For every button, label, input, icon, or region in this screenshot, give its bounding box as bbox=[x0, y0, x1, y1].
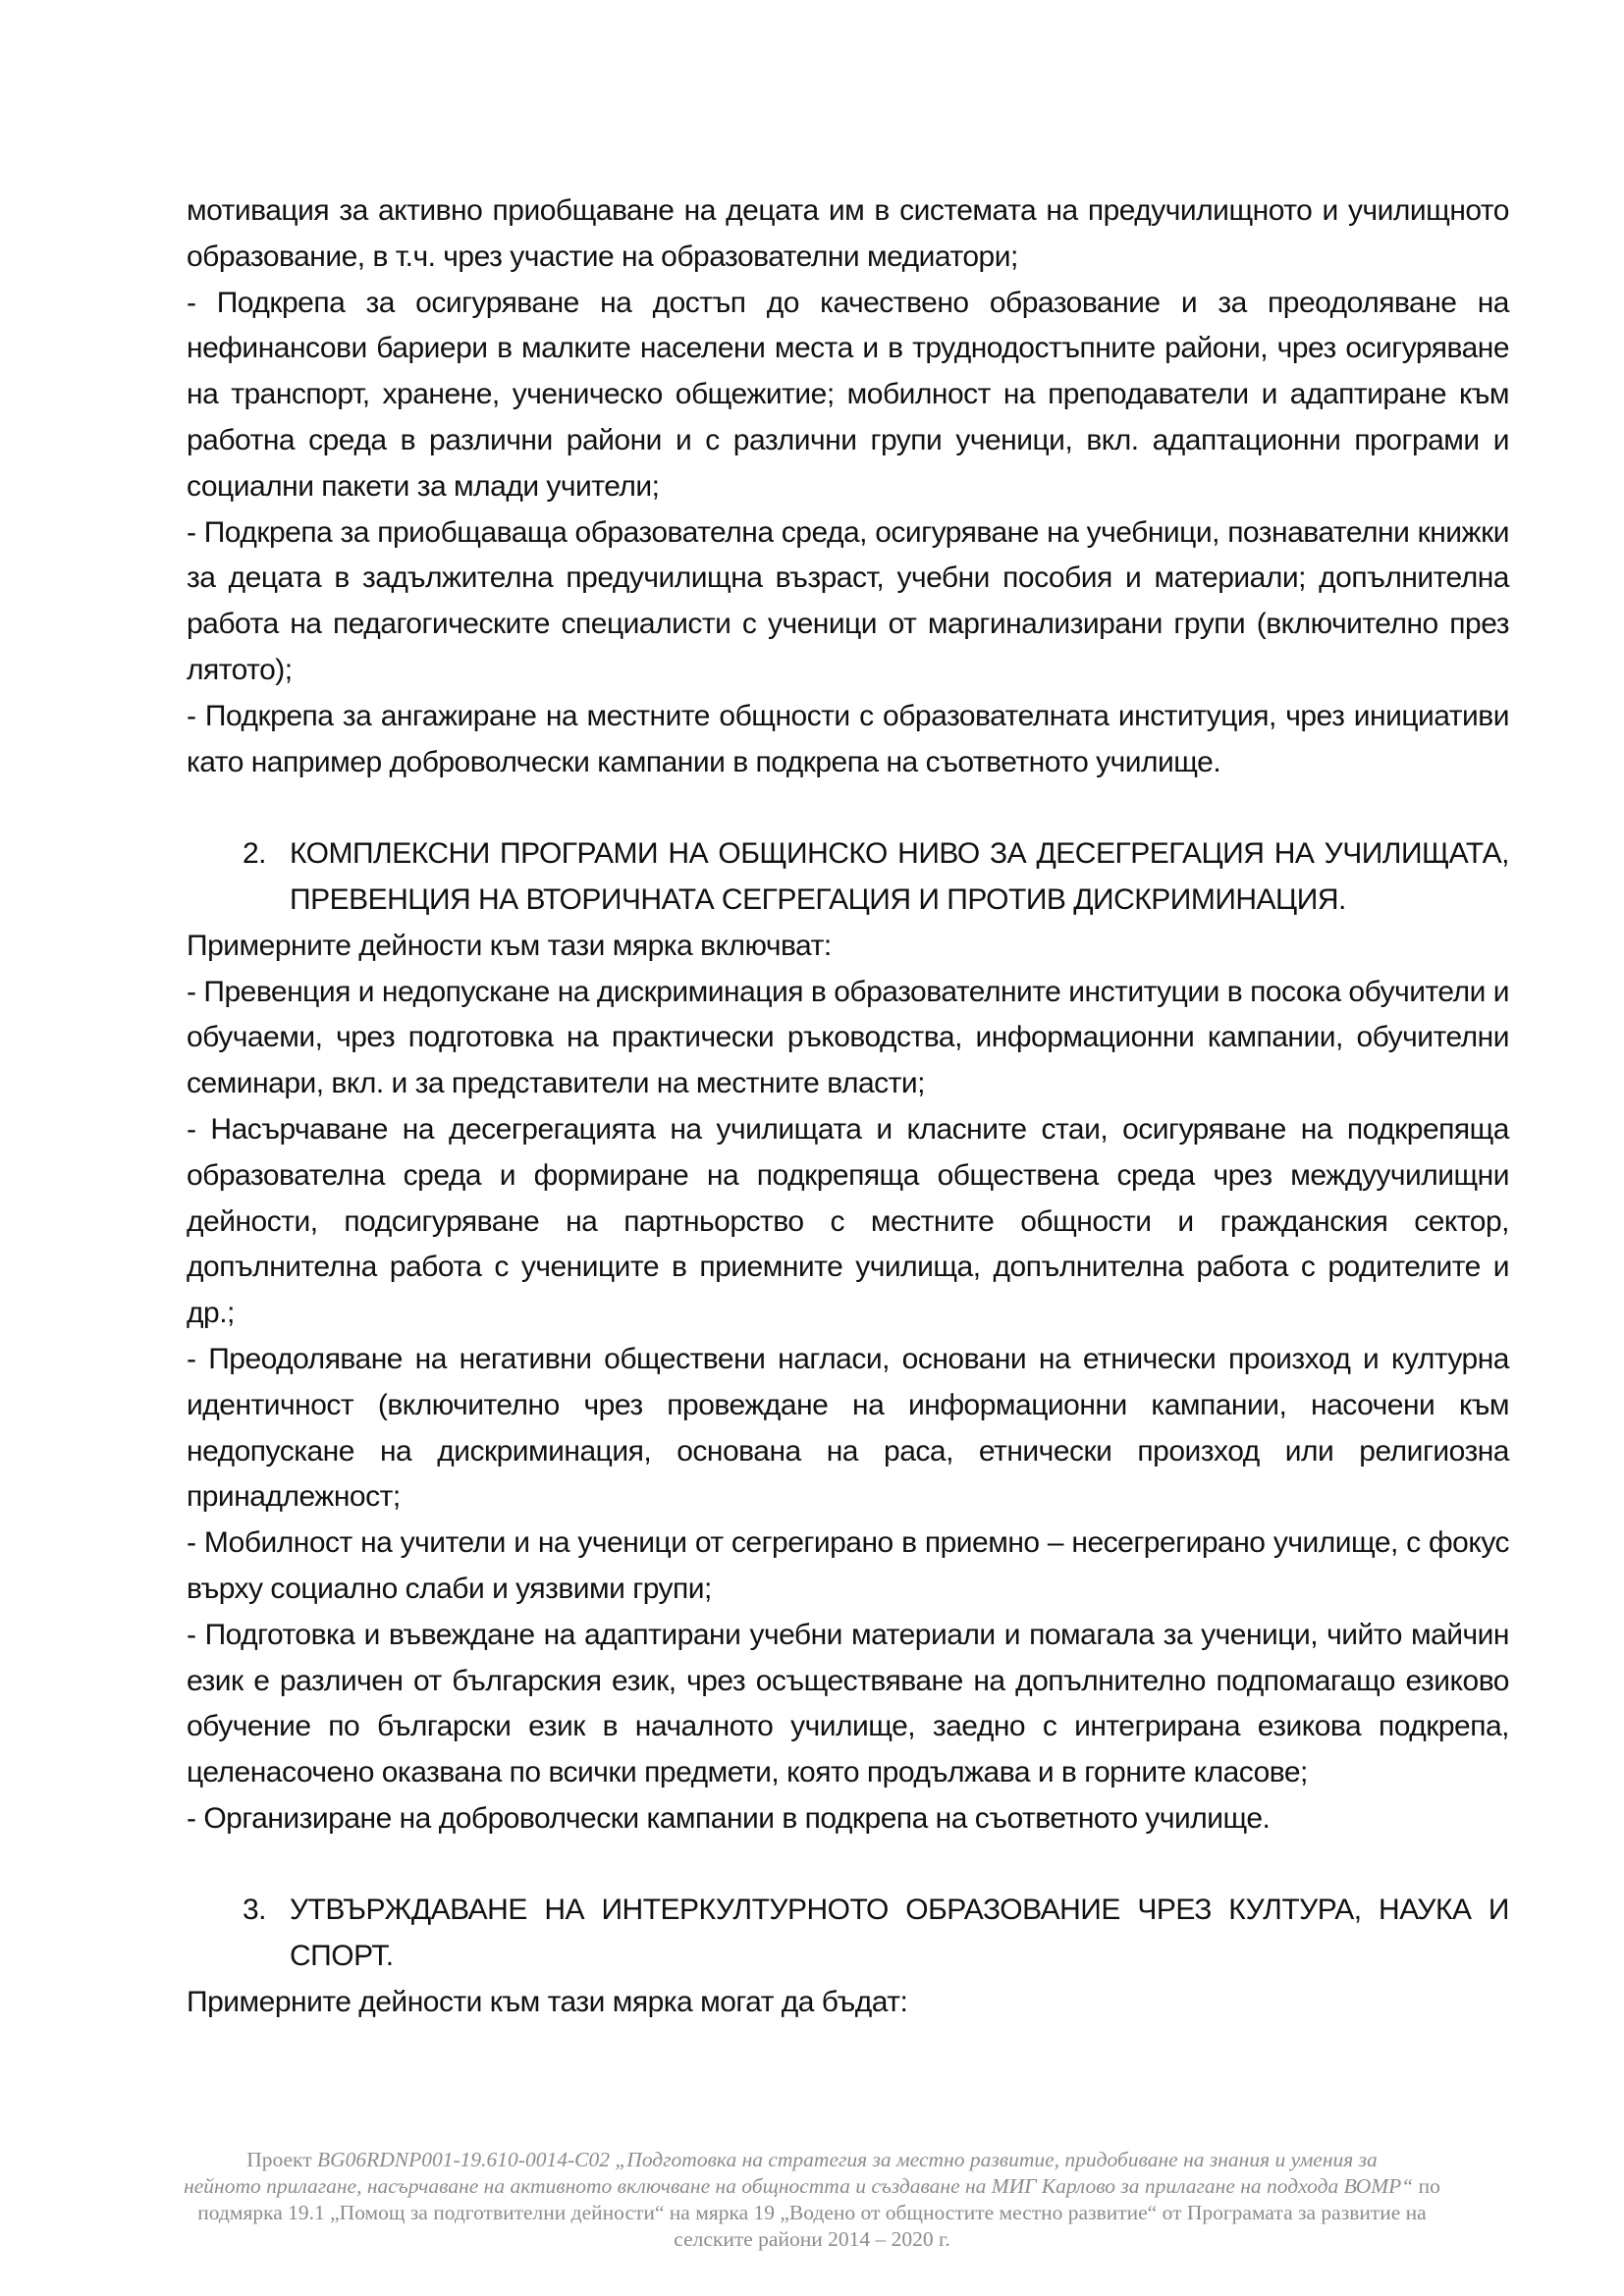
footer-text-run: по bbox=[1413, 2174, 1440, 2198]
section-2-number: 2. bbox=[243, 837, 267, 871]
page-content bbox=[187, 188, 1509, 2026]
footer-project-code-title: BG06RDNP001-19.610-0014-C02 „Подготовка на стратегия за местно развитие, придобиване на знания и умения за bbox=[316, 2148, 1378, 2171]
section-3-title: УТВЪРЖДАВАНЕ НА ИНТЕРКУЛТУРНОТО ОБРАЗОВАНИЕ ЧРЕЗ КУЛТУРА, НАУКА И СПОРТ. bbox=[290, 1894, 1509, 1973]
section-2-title: КОМПЛЕКСНИ ПРОГРАМИ НА ОБЩИНСКО НИВО ЗА ДЕСЕГРЕГАЦИЯ НА УЧИЛИЩАТА, ПРЕВЕНЦИЯ НА ВТОРИЧНАТА СЕГРЕГАЦИЯ И ПРОТИВ ДИСКРИМИНАЦИЯ. bbox=[290, 837, 1509, 916]
page-footer bbox=[0, 2147, 1624, 2253]
section-2-heading bbox=[187, 831, 1509, 924]
bullet-paragraph: - Подготовка и въвеждане на адаптирани учебни материали и помагала за ученици, чийто майчин език е различен от българския език, чрез осъществяване на допълнително подпомагащо езиково обучение по български език в началното училище, заедно с интегрирана езикова подкрепа, целенасочено оказвана по всички предмети, която продължава и в горните класове; bbox=[187, 1618, 1509, 1789]
bullet-paragraph: - Подкрепа за приобщаваща образователна среда, осигуряване на учебници, познавателни книжки за децата в задължителна предучилищна възраст, учебни пособия и материали; допълнителна работа на педагогическите специалисти с ученици от маргинализирани групи (включително през лятото); bbox=[187, 515, 1509, 686]
bullet-paragraph: - Превенция и недопускане на дискриминация в образователните институции в посока обучители и обучаеми, чрез подготовка на практически ръководства, информационни кампании, обучителни семинари, вкл. и за представители на местните власти; bbox=[187, 975, 1509, 1100]
bullet-paragraph: - Организиране на доброволчески кампании в подкрепа на съответното училище. bbox=[187, 1801, 1271, 1835]
footer-line bbox=[0, 2226, 1624, 2253]
section-2-intro-line: Примерните дейности към тази мярка включват: bbox=[187, 929, 832, 962]
footer-line bbox=[0, 2147, 1624, 2173]
footer-line bbox=[0, 2200, 1624, 2226]
section-3-heading bbox=[187, 1888, 1509, 1980]
footer-programme-period: селските райони 2014 – 2020 г. bbox=[674, 2227, 950, 2251]
bullet-paragraph: - Насърчаване на десегрегацията на училищата и класните стаи, осигуряване на подкрепяща образователна среда и формиране на подкрепяща обществена среда чрез междуучилищни дейности, подсигуряване на партньорство с местните общности и гражданския сектор, допълнителна работа с учениците в приемните училища, допълнителна работа с родителите и др.; bbox=[187, 1112, 1509, 1330]
footer-submeasure-text: подмярка 19.1 „Помощ за подготвителни дейности“ на мярка 19 „Водено от общностите местно развитие“ от Програмата за развитие на bbox=[197, 2201, 1427, 2224]
paragraph-continuation: мотивация за активно приобщаване на децата им в системата на предучилищното и училищното образование, в т.ч. чрез участие на образователни медиатори; bbox=[187, 194, 1509, 273]
section-3-number: 3. bbox=[243, 1894, 267, 1927]
bullet-paragraph: - Подкрепа за осигуряване на достъп до качествено образование и за преодоляване на нефинансови бариери в малките населени места и в труднодостъпните райони, чрез осигуряване на транспорт, хранене, ученическо общежитие; мобилност на преподаватели и адаптиране към работна среда в различни райони и с различни групи ученици, вкл. адаптационни програми и социални пакети за млади учители; bbox=[187, 286, 1509, 503]
footer-project-label: Проект bbox=[246, 2148, 317, 2171]
footer-project-title-continued: нейното прилагане, насърчаване на активното включване на общността и създаване на МИГ Карлово за прилагане на подхода ВОМР“ bbox=[184, 2174, 1414, 2198]
section-3-intro-line: Примерните дейности към тази мярка могат да бъдат: bbox=[187, 1986, 908, 2019]
bullet-paragraph: - Преодоляване на негативни обществени нагласи, основани на етнически произход и културна идентичност (включително чрез провеждане на информационни кампании, насочени към недопускане на дискриминация, основана на раса, етнически произход или религиозна принадлежност; bbox=[187, 1342, 1509, 1514]
bullet-paragraph: - Подкрепа за ангажиране на местните общности с образователната институция, чрез инициативи като например доброволчески кампании в подкрепа на съответното училище. bbox=[187, 699, 1509, 778]
bullet-paragraph: - Мобилност на учители и на ученици от сегрегирано в приемно – несегрегирано училище, с фокус върху социално слаби и уязвими групи; bbox=[187, 1526, 1509, 1605]
footer-line bbox=[0, 2173, 1624, 2200]
